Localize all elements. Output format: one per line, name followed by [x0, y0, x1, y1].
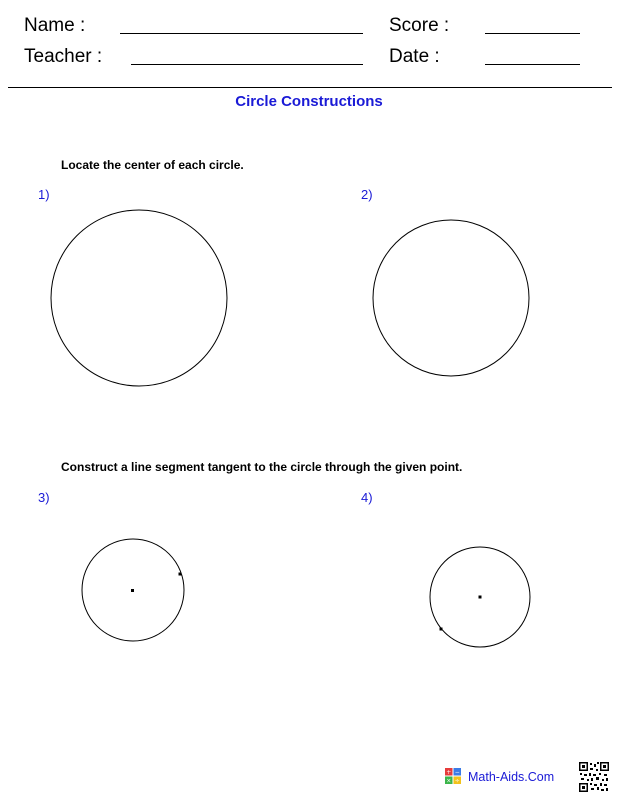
svg-text:×: ×	[446, 777, 452, 784]
date-label: Date :	[389, 46, 440, 67]
problem-4-tangent-point	[440, 628, 443, 631]
section-2-instruction: Construct a line segment tangent to the circle through the given point.	[61, 460, 463, 474]
problem-1-circle	[51, 210, 227, 386]
teacher-label: Teacher :	[24, 46, 103, 67]
problem-4-number: 4)	[361, 490, 373, 505]
score-label: Score :	[389, 15, 450, 36]
worksheet-title: Circle Constructions	[235, 93, 383, 110]
problem-1-number: 1)	[38, 187, 50, 202]
problem-3-tangent-point	[179, 573, 182, 576]
svg-text:−: −	[454, 769, 460, 777]
problem-2-number: 2)	[361, 187, 373, 202]
svg-text:÷: ÷	[454, 777, 460, 784]
problem-4-center-point	[479, 596, 482, 599]
math-aids-logo-icon	[445, 768, 461, 784]
problem-3-number: 3)	[38, 490, 50, 505]
qr-code-icon	[579, 762, 609, 792]
footer-site-link[interactable]: Math-Aids.Com	[468, 770, 555, 784]
section-1-instruction: Locate the center of each circle.	[61, 158, 244, 172]
name-label: Name :	[24, 15, 86, 36]
svg-text:+: +	[446, 769, 452, 777]
problem-2-circle	[373, 220, 529, 376]
problem-3-center-point	[131, 589, 134, 592]
